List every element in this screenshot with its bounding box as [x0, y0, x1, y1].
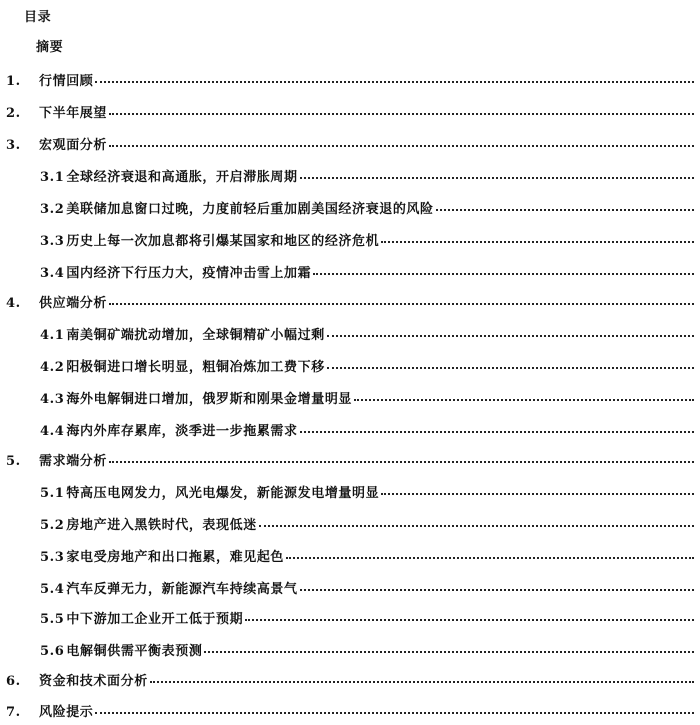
contents-heading-text: 目录 [24, 9, 52, 25]
toc-subentry[interactable] [0, 540, 700, 570]
toc-subentry-number: 3.2 [40, 201, 65, 217]
toc-subentry-title[interactable]: 历史上每一次加息都将引爆某国家和地区的经济危机 [66, 233, 380, 249]
toc-subentry-title[interactable]: 阳极铜进口增长明显，粗铜冶炼加工费下移 [66, 359, 325, 375]
dot-leader [109, 145, 694, 147]
toc-entry[interactable] [0, 664, 700, 694]
toc-subentry[interactable] [0, 192, 700, 222]
toc-subentry[interactable] [0, 634, 700, 664]
dot-leader [109, 461, 694, 463]
toc-entry[interactable] [0, 64, 700, 94]
toc-entry-title[interactable]: 下半年展望 [39, 105, 108, 121]
toc-subentry[interactable] [0, 256, 700, 286]
toc-subentry-number: 3.4 [40, 265, 65, 281]
contents-heading [0, 0, 700, 30]
toc-entry[interactable] [0, 286, 700, 316]
toc-entry-title[interactable]: 资金和技术面分析 [39, 673, 148, 689]
toc-entry-number: 3. [6, 137, 21, 153]
toc-subentry[interactable] [0, 414, 700, 444]
toc-subentry-number: 4.4 [40, 423, 65, 439]
toc-entry-title[interactable]: 宏观面分析 [39, 137, 108, 153]
dot-leader [150, 681, 694, 683]
toc-subentry-number: 4.3 [40, 391, 65, 407]
toc-entry-title[interactable]: 行情回顾 [39, 73, 94, 89]
dot-leader [259, 525, 694, 527]
dot-leader [204, 651, 694, 653]
dot-leader [109, 303, 694, 305]
toc-entry-number: 1. [6, 73, 21, 89]
toc-subentry-number: 5.4 [40, 581, 65, 597]
toc-entry-title[interactable]: 需求端分析 [39, 453, 108, 469]
toc-subentry[interactable] [0, 382, 700, 412]
toc-entry[interactable] [0, 128, 700, 158]
toc-subentry[interactable] [0, 160, 700, 190]
dot-leader [354, 399, 694, 401]
toc-entry[interactable] [0, 96, 700, 126]
toc-entry-number: 7. [6, 704, 21, 720]
dot-leader [245, 619, 694, 621]
dot-leader [436, 209, 694, 211]
toc-subentry-number: 4.1 [40, 327, 65, 343]
toc-subentry[interactable] [0, 602, 700, 632]
toc-subentry-title[interactable]: 海外电解铜进口增加，俄罗斯和刚果金增量明显 [66, 391, 353, 407]
dot-leader [381, 493, 694, 495]
toc-subentry-number: 5.1 [40, 485, 65, 501]
toc-subentry[interactable] [0, 318, 700, 348]
toc-subentry[interactable] [0, 508, 700, 538]
toc-subentry-title[interactable]: 海内外库存累库，淡季进一步拖累需求 [66, 423, 298, 439]
toc-subentry-title[interactable]: 特高压电网发力，风光电爆发，新能源发电增量明显 [66, 485, 380, 501]
toc-subentry-title[interactable]: 家电受房地产和出口拖累，难见起色 [66, 549, 285, 565]
toc-entry-title[interactable]: 风险提示 [39, 704, 94, 720]
toc-subentry-title[interactable]: 房地产进入黑铁时代，表现低迷 [66, 517, 257, 533]
dot-leader [300, 177, 694, 179]
toc-subentry[interactable] [0, 350, 700, 380]
dot-leader [381, 241, 694, 243]
toc-subentry-number: 5.5 [40, 611, 65, 627]
toc-entry-number: 2. [6, 105, 21, 121]
dot-leader [109, 113, 694, 115]
toc-subentry-title[interactable]: 中下游加工企业开工低于预期 [66, 611, 244, 627]
dot-leader [95, 81, 694, 83]
toc-subentry-title[interactable]: 南美铜矿端扰动增加，全球铜精矿小幅过剩 [66, 327, 325, 343]
dot-leader [300, 589, 694, 591]
dot-leader [286, 557, 694, 559]
toc-entry-number: 6. [6, 673, 21, 689]
abstract-entry[interactable] [0, 30, 700, 60]
toc-subentry-number: 3.1 [40, 169, 65, 185]
toc-subentry-number: 5.6 [40, 643, 65, 659]
toc-subentry-title[interactable]: 美联储加息窗口过晚，力度前轻后重加剧美国经济衰退的风险 [66, 201, 434, 217]
toc-subentry-title[interactable]: 全球经济衰退和高通胀，开启滞胀周期 [66, 169, 298, 185]
toc-entry-number: 4. [6, 295, 21, 311]
toc-subentry[interactable] [0, 572, 700, 602]
dot-leader [313, 273, 694, 275]
abstract-entry-text[interactable]: 摘要 [36, 39, 64, 55]
toc-subentry-title[interactable]: 电解铜供需平衡表预测 [66, 643, 203, 659]
toc-subentry-number: 3.3 [40, 233, 65, 249]
toc-subentry[interactable] [0, 476, 700, 506]
dot-leader [327, 367, 694, 369]
dot-leader [95, 712, 694, 714]
dot-leader [300, 431, 694, 433]
toc-subentry-number: 5.2 [40, 517, 65, 533]
toc-subentry-title[interactable]: 国内经济下行压力大，疫情冲击雪上加霜 [66, 265, 312, 281]
dot-leader [327, 335, 694, 337]
toc-subentry-number: 4.2 [40, 359, 65, 375]
toc-subentry[interactable] [0, 224, 700, 254]
toc-entry-title[interactable]: 供应端分析 [39, 295, 108, 311]
toc-entry-number: 5. [6, 453, 21, 469]
toc-subentry-title[interactable]: 汽车反弹无力，新能源汽车持续高景气 [66, 581, 298, 597]
toc-entry[interactable] [0, 444, 700, 474]
toc-entry[interactable] [0, 695, 700, 725]
toc-subentry-number: 5.3 [40, 549, 65, 565]
